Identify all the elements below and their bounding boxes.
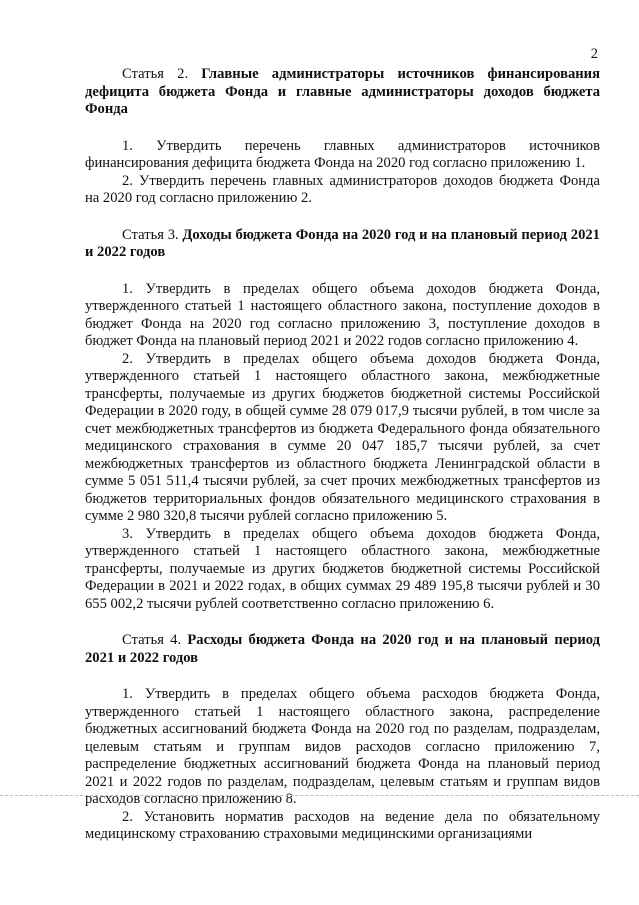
article-3-heading	[85, 227, 600, 262]
article-2-label: Статья 2.	[122, 66, 189, 82]
article-4-title: Расходы бюджета Фонда на 2020 год и на плановый период 2021 и 2022 годов	[85, 632, 600, 666]
article-4-label: Статья 4.	[122, 632, 182, 648]
document-body	[85, 66, 600, 844]
article-4-paragraph-2: 2. Установить норматив расходов на ведение дела по обязательному медицинскому страхованию страховыми медицинскими организациями	[85, 808, 600, 842]
article-4-paragraph-1: 1. Утвердить в пределах общего объема расходов бюджета Фонда, утвержденного статьей 1 настоящего областного закона, распределение бюджетных ассигнований бюджета Фонда на 2020 год по разделам, подразделам, целевым статьям и группам видов расходов согласно приложению 7, распределение бюджетных ассигнований бюджета Фонда на плановый период 2021 и 2022 годов по разделам, подразделам, целевым статьям и группам видов расходов согласно приложению 8.	[85, 686, 600, 807]
article-2-title: Главные администраторы источников финансирования дефицита бюджета Фонда и главные администраторы доходов бюджета Фонда	[85, 66, 600, 117]
article-2-paragraph-1: 1. Утвердить перечень главных администраторов источников финансирования дефицита бюджета Фонда на 2020 год согласно приложению 1.	[85, 137, 600, 171]
article-4-heading	[85, 632, 600, 667]
scan-artifact-line	[0, 795, 639, 796]
article-3-label: Статья 3.	[122, 226, 179, 243]
article-3-paragraph-3: 3. Утвердить в пределах общего объема доходов бюджета Фонда, утвержденного статьей 1 настоящего областного закона, межбюджетные трансферты, получаемые из других бюджетов бюджетной системы Российской Федерации в 2021 и 2022 годах, в общих суммах 29 489 195,8 тысячи рублей и 30 655 002,2 тысячи рублей соответственно согласно приложению 6.	[85, 525, 600, 612]
article-2-heading	[85, 66, 600, 119]
page-number: 2	[590, 46, 598, 62]
article-3-paragraph-1: 1. Утвердить в пределах общего объема доходов бюджета Фонда, утвержденного статьей 1 настоящего областного закона, поступление доходов в бюджет Фонда на 2020 год согласно приложению 3, поступление доходов в бюджет Фонда на плановый период 2021 и 2022 годов согласно приложению 4.	[85, 280, 600, 349]
article-2-paragraph-2: 2. Утвердить перечень главных администраторов доходов бюджета Фонда на 2020 год согласно приложению 2.	[85, 172, 600, 206]
article-3-paragraph-2: 2. Утвердить в пределах общего объема доходов бюджета Фонда, утвержденного статьей 1 настоящего областного закона, межбюджетные трансферты, получаемые из других бюджетов бюджетной системы Российской Федерации в 2020 году, в общей сумме 28 079 017,9 тысячи рублей, в том числе за счет межбюджетных трансфертов из бюджета Федерального фонда обязательного медицинского страхования в сумме 20 047 185,7 тысячи рублей, за счет межбюджетных трансфертов из областного бюджета Ленинградской области в сумме 5 051 511,4 тысячи рублей, за счет прочих межбюджетных трансфертов из бюджетов территориальных фондов обязательного медицинского страхования в сумме 2 980 320,8 тысячи рублей согласно приложению 5.	[85, 350, 600, 524]
article-3-title: Доходы бюджета Фонда на 2020 год и на плановый период 2021 и 2022 годов	[85, 226, 600, 260]
